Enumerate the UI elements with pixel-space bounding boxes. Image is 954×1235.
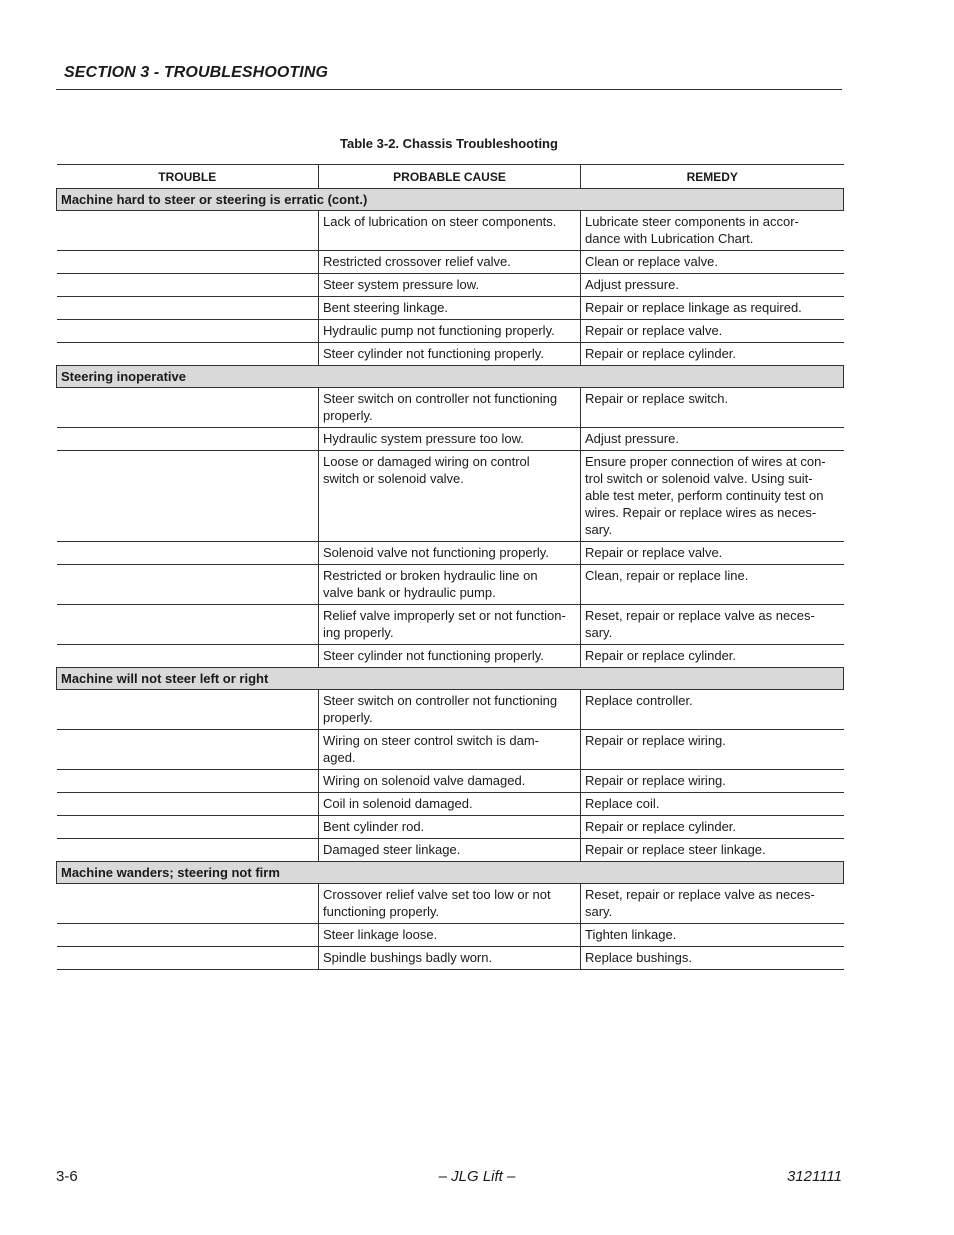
probable-cause-cell: Restricted crossover relief valve. (319, 251, 581, 274)
trouble-cell (57, 542, 319, 565)
column-header-probable-cause: PROBABLE CAUSE (319, 165, 581, 189)
probable-cause-cell: Relief valve improperly set or not function- ing properly. (319, 605, 581, 645)
probable-cause-cell: Bent steering linkage. (319, 297, 581, 320)
table-row (57, 770, 844, 793)
remedy-cell: Replace bushings. (581, 947, 844, 970)
probable-cause-cell: Lack of lubrication on steer components. (319, 211, 581, 251)
chassis-troubleshooting-table (56, 164, 844, 970)
remedy-cell: Repair or replace linkage as required. (581, 297, 844, 320)
remedy-cell: Lubricate steer components in accor- dance with Lubrication Chart. (581, 211, 844, 251)
table-row (57, 251, 844, 274)
trouble-cell (57, 924, 319, 947)
table-row (57, 947, 844, 970)
trouble-heading: Steering inoperative (57, 366, 844, 388)
probable-cause-cell: Wiring on steer control switch is dam- aged. (319, 730, 581, 770)
probable-cause-cell: Restricted or broken hydraulic line on valve bank or hydraulic pump. (319, 565, 581, 605)
remedy-cell: Repair or replace switch. (581, 388, 844, 428)
remedy-cell: Clean or replace valve. (581, 251, 844, 274)
probable-cause-cell: Steer switch on controller not functioning properly. (319, 690, 581, 730)
trouble-cell (57, 645, 319, 668)
trouble-cell (57, 297, 319, 320)
remedy-cell: Replace controller. (581, 690, 844, 730)
trouble-group-row (57, 189, 844, 211)
trouble-cell (57, 251, 319, 274)
trouble-cell (57, 839, 319, 862)
trouble-cell (57, 884, 319, 924)
table-row (57, 343, 844, 366)
probable-cause-cell: Steer cylinder not functioning properly. (319, 343, 581, 366)
probable-cause-cell: Solenoid valve not functioning properly. (319, 542, 581, 565)
trouble-cell (57, 451, 319, 542)
table-row (57, 816, 844, 839)
probable-cause-cell: Damaged steer linkage. (319, 839, 581, 862)
table-title: Table 3-2. Chassis Troubleshooting (340, 136, 558, 151)
page-number: 3-6 (56, 1168, 78, 1185)
trouble-cell (57, 816, 319, 839)
trouble-group-row (57, 668, 844, 690)
column-header-remedy: REMEDY (581, 165, 844, 189)
remedy-cell: Adjust pressure. (581, 274, 844, 297)
table-row (57, 730, 844, 770)
remedy-cell: Repair or replace cylinder. (581, 816, 844, 839)
remedy-cell: Repair or replace wiring. (581, 770, 844, 793)
table-row (57, 839, 844, 862)
trouble-cell (57, 274, 319, 297)
table-row (57, 320, 844, 343)
probable-cause-cell: Steer cylinder not functioning properly. (319, 645, 581, 668)
table-row (57, 211, 844, 251)
trouble-cell (57, 770, 319, 793)
remedy-cell: Repair or replace wiring. (581, 730, 844, 770)
trouble-cell (57, 320, 319, 343)
document-number: 3121111 (786, 1168, 842, 1185)
probable-cause-cell: Wiring on solenoid valve damaged. (319, 770, 581, 793)
trouble-cell (57, 211, 319, 251)
trouble-cell (57, 605, 319, 645)
probable-cause-cell: Loose or damaged wiring on control switch or solenoid valve. (319, 451, 581, 542)
table-row (57, 884, 844, 924)
remedy-cell: Replace coil. (581, 793, 844, 816)
table-row (57, 428, 844, 451)
table-header-row (57, 165, 844, 189)
probable-cause-cell: Crossover relief valve set too low or not functioning properly. (319, 884, 581, 924)
remedy-cell: Clean, repair or replace line. (581, 565, 844, 605)
table-row (57, 924, 844, 947)
remedy-cell: Ensure proper connection of wires at con- trol switch or solenoid valve. Using suit- able test meter, perform continuity test on wires. Repair or replace wires as neces- sary. (581, 451, 844, 542)
trouble-group-row (57, 862, 844, 884)
remedy-cell: Repair or replace cylinder. (581, 343, 844, 366)
remedy-cell: Repair or replace cylinder. (581, 645, 844, 668)
probable-cause-cell: Coil in solenoid damaged. (319, 793, 581, 816)
table-row (57, 297, 844, 320)
trouble-group-row (57, 366, 844, 388)
trouble-cell (57, 388, 319, 428)
table-row (57, 451, 844, 542)
column-header-trouble: TROUBLE (57, 165, 319, 189)
table-row (57, 605, 844, 645)
table-row (57, 690, 844, 730)
table-body (57, 189, 844, 970)
table-row (57, 542, 844, 565)
trouble-cell (57, 690, 319, 730)
footer-publisher: – JLG Lift – (438, 1168, 516, 1185)
probable-cause-cell: Spindle bushings badly worn. (319, 947, 581, 970)
probable-cause-cell: Bent cylinder rod. (319, 816, 581, 839)
table-row (57, 388, 844, 428)
remedy-cell: Repair or replace valve. (581, 542, 844, 565)
probable-cause-cell: Steer switch on controller not functioning properly. (319, 388, 581, 428)
trouble-heading: Machine wanders; steering not firm (57, 862, 844, 884)
remedy-cell: Reset, repair or replace valve as neces- sary. (581, 884, 844, 924)
trouble-cell (57, 428, 319, 451)
trouble-cell (57, 565, 319, 605)
remedy-cell: Repair or replace valve. (581, 320, 844, 343)
remedy-cell: Reset, repair or replace valve as neces- sary. (581, 605, 844, 645)
table-row (57, 793, 844, 816)
probable-cause-cell: Hydraulic system pressure too low. (319, 428, 581, 451)
trouble-cell (57, 730, 319, 770)
trouble-heading: Machine will not steer left or right (57, 668, 844, 690)
trouble-cell (57, 947, 319, 970)
probable-cause-cell: Steer linkage loose. (319, 924, 581, 947)
trouble-cell (57, 343, 319, 366)
table-row (57, 274, 844, 297)
remedy-cell: Adjust pressure. (581, 428, 844, 451)
table-row (57, 565, 844, 605)
table-row (57, 645, 844, 668)
trouble-heading: Machine hard to steer or steering is erratic (cont.) (57, 189, 844, 211)
remedy-cell: Tighten linkage. (581, 924, 844, 947)
trouble-cell (57, 793, 319, 816)
header-divider (56, 89, 842, 90)
probable-cause-cell: Steer system pressure low. (319, 274, 581, 297)
remedy-cell: Repair or replace steer linkage. (581, 839, 844, 862)
probable-cause-cell: Hydraulic pump not functioning properly. (319, 320, 581, 343)
section-title: SECTION 3 - TROUBLESHOOTING (64, 64, 329, 81)
